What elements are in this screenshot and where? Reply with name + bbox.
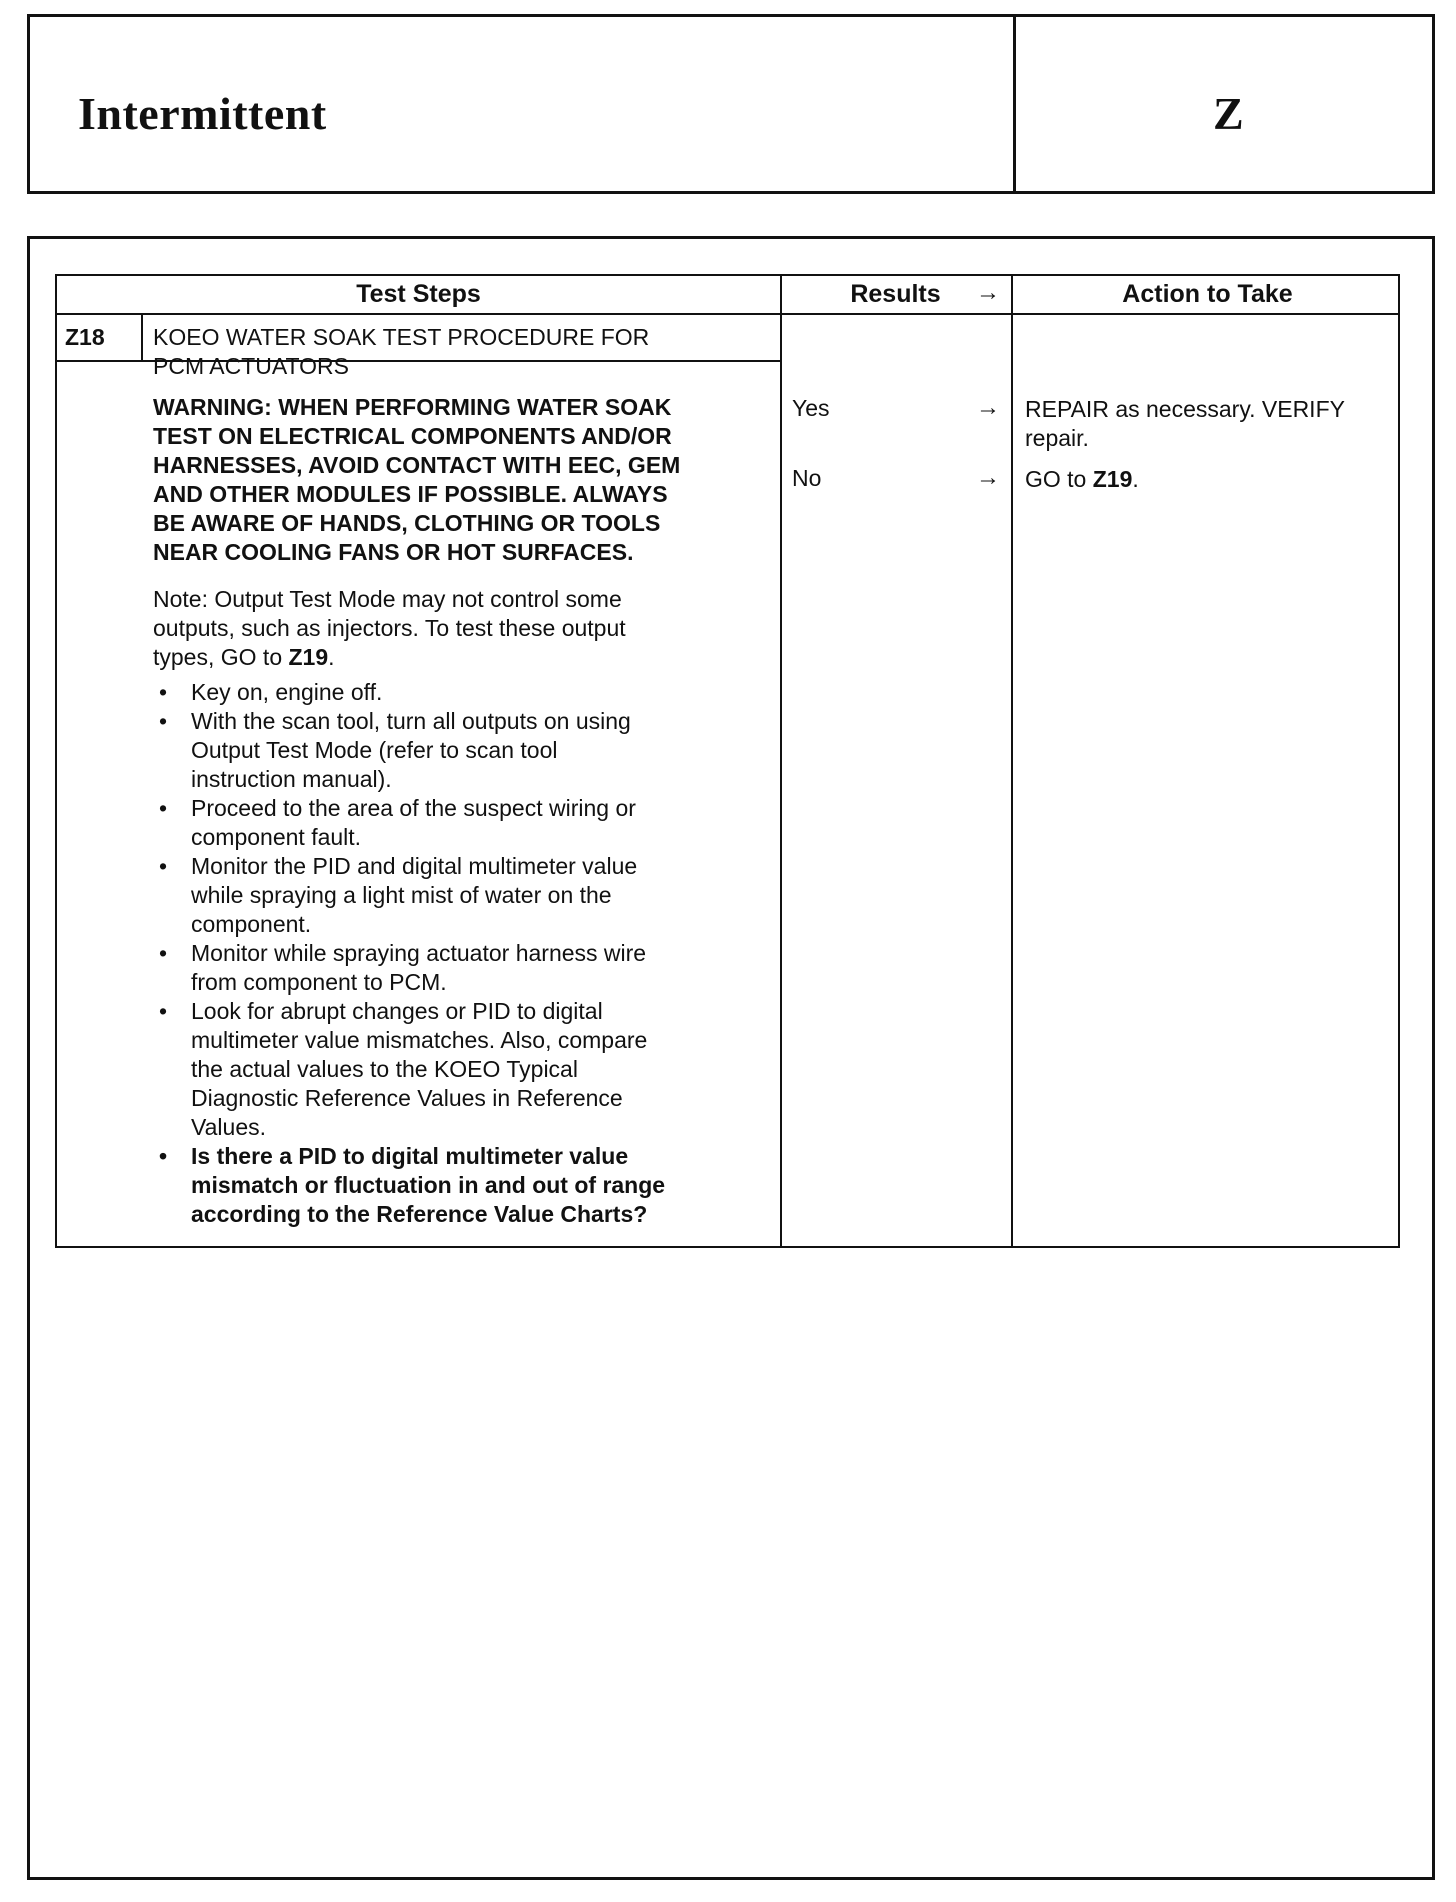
list-item-line: • Key on, engine off. <box>191 679 383 705</box>
list-item <box>153 707 758 794</box>
warning-line: TEST ON ELECTRICAL COMPONENTS AND/OR <box>153 423 672 449</box>
page-title: Intermittent <box>78 88 327 139</box>
list-item-line: • Look for abrupt changes or PID to digital <box>191 998 603 1024</box>
test-steps-table <box>55 274 1400 1248</box>
diagnostic-question <box>153 1142 758 1229</box>
note-line-text: types, GO to <box>153 644 289 670</box>
header-box <box>27 14 1435 194</box>
list-item-line: • With the scan tool, turn all outputs on using <box>191 708 631 734</box>
warning-line: BE AWARE OF HANDS, CLOTHING OR TOOLS <box>153 510 661 536</box>
action-line: REPAIR as necessary. VERIFY <box>1025 396 1345 422</box>
header-divider <box>1013 17 1016 191</box>
results-header-arrow: → <box>976 279 1000 306</box>
column-header-results-label: Results <box>850 280 941 308</box>
list-item-line: • Proceed to the area of the suspect wiring or <box>191 795 636 821</box>
section-letter: Z <box>1213 88 1244 139</box>
list-item-line: Diagnostic Reference Values in Reference <box>191 1085 623 1111</box>
warning-line: AND OTHER MODULES IF POSSIBLE. ALWAYS <box>153 481 668 507</box>
list-item <box>153 794 758 852</box>
list-item-line: • Monitor the PID and digital multimeter value <box>191 853 638 879</box>
column-divider-action <box>1011 276 1013 1246</box>
note-line: Note: Output Test Mode may not control some <box>153 586 622 612</box>
list-item-line: component. <box>191 911 312 937</box>
list-item-line: multimeter value mismatches. Also, compare <box>191 1027 648 1053</box>
warning-line: NEAR COOLING FANS OR HOT SURFACES. <box>153 539 634 565</box>
action-no <box>1025 465 1395 494</box>
note-line <box>153 643 758 672</box>
action-line: repair. <box>1025 425 1089 451</box>
list-item <box>153 939 758 997</box>
list-item <box>153 997 758 1142</box>
note-line: outputs, such as injectors. To test these output <box>153 615 626 641</box>
action-yes <box>1025 395 1395 453</box>
question-line: • Is there a PID to digital multimeter value <box>191 1143 629 1169</box>
list-item-line: from component to PCM. <box>191 969 447 995</box>
result-no: No <box>792 465 822 491</box>
warning-text <box>153 393 758 567</box>
list-item-line: instruction manual). <box>191 766 392 792</box>
step-title <box>153 323 753 381</box>
column-header-test-steps: Test Steps <box>356 280 481 308</box>
question-line: according to the Reference Value Charts? <box>191 1201 648 1227</box>
note-line-end: . <box>328 644 335 670</box>
list-item-line: while spraying a light mist of water on the <box>191 882 612 908</box>
column-divider-results <box>780 276 782 1246</box>
action-no-suffix: . <box>1132 466 1139 492</box>
warning-line: WARNING: WHEN PERFORMING WATER SOAK <box>153 394 672 420</box>
step-title-line: PCM ACTUATORS <box>153 353 349 379</box>
list-item-line: component fault. <box>191 824 362 850</box>
step-body <box>153 393 758 1229</box>
list-item-line: the actual values to the KOEO Typical <box>191 1056 578 1082</box>
list-item-line: Values. <box>191 1114 267 1140</box>
list-item-line: • Monitor while spraying actuator harness wire <box>191 940 647 966</box>
result-yes: Yes <box>792 395 830 421</box>
result-no-arrow: → <box>976 464 1000 491</box>
question-line: mismatch or fluctuation in and out of range <box>191 1172 666 1198</box>
procedure-bullets <box>153 678 758 1229</box>
list-item <box>153 678 758 707</box>
warning-line: HARNESSES, AVOID CONTACT WITH EEC, GEM <box>153 452 681 478</box>
column-header-action: Action to Take <box>1122 280 1293 308</box>
action-no-step-reference: Z19 <box>1092 466 1133 492</box>
action-no-prefix: GO to <box>1025 466 1093 492</box>
note-step-reference: Z19 <box>288 644 329 670</box>
step-id-divider <box>141 314 143 360</box>
result-yes-arrow: → <box>976 394 1000 421</box>
step-title-line: KOEO WATER SOAK TEST PROCEDURE FOR <box>153 324 650 350</box>
list-item-line: Output Test Mode (refer to scan tool <box>191 737 558 763</box>
note-text <box>153 585 758 672</box>
list-item <box>153 852 758 939</box>
header-row-divider <box>57 313 1398 315</box>
step-id: Z18 <box>65 324 105 350</box>
